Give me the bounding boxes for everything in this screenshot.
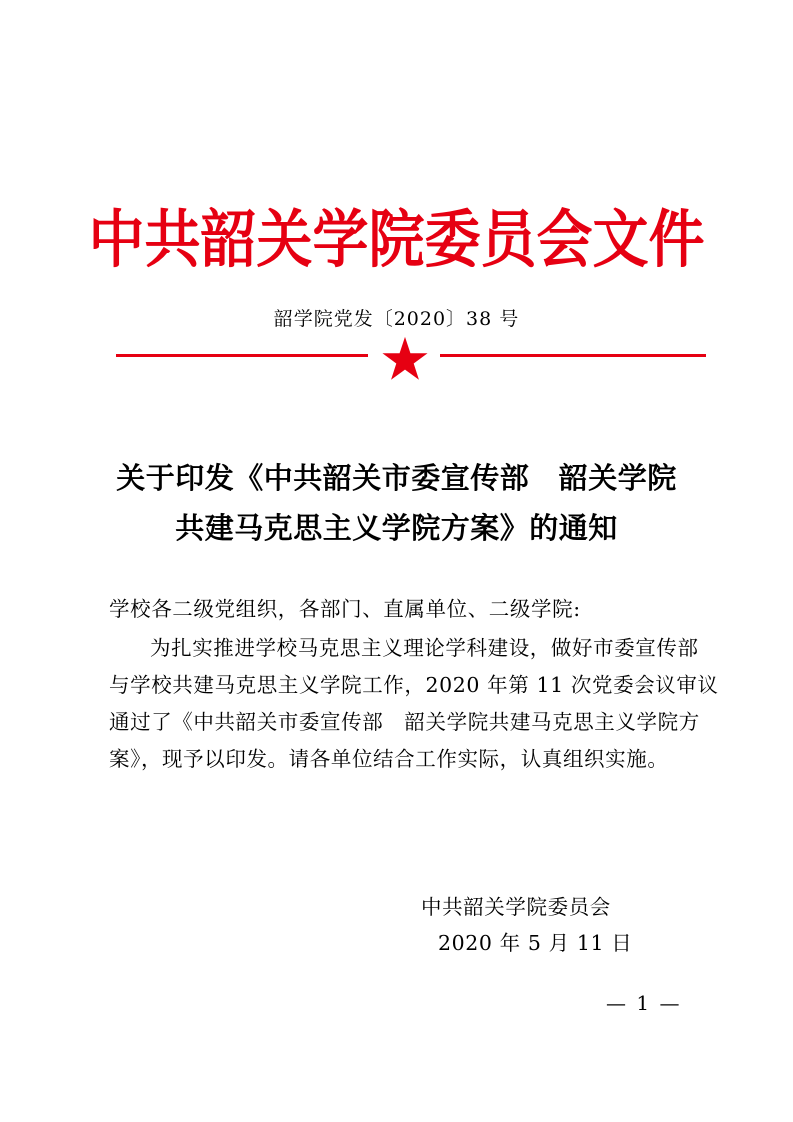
notice-title-line-1: 关于印发《中共韶关市委宣传部 韶关学院 (116, 461, 677, 495)
issuer-signature: 中共韶关学院委员会 (421, 895, 611, 919)
page-number: — 1 — (606, 991, 682, 1015)
red-divider-right (440, 354, 706, 357)
body-line-1: 为扎实推进学校马克思主义理论学科建设，做好市委宣传部 (150, 636, 699, 660)
salutation: 学校各二级党组织，各部门、直属单位、二级学院: (109, 597, 581, 621)
body-line-4: 案》，现予以印发。请各单位结合工作实际，认真组织实施。 (109, 747, 669, 771)
body-line-2: 与学校共建马克思主义学院工作，2020 年第 11 次党委会议审议 (109, 673, 719, 697)
body-line-3: 通过了《中共韶关市委宣传部 韶关学院共建马克思主义学院方 (109, 710, 700, 734)
star-icon (382, 336, 428, 382)
document-number: 韶学院党发〔2020〕38 号 (273, 308, 520, 330)
issue-date: 2020 年 5 月 11 日 (438, 931, 633, 955)
document-masthead-title: 中共韶关学院委员会文件 (88, 203, 705, 277)
notice-title-line-2: 共建马克思主义学院方案》的通知 (175, 511, 618, 545)
red-divider-left (116, 354, 368, 357)
